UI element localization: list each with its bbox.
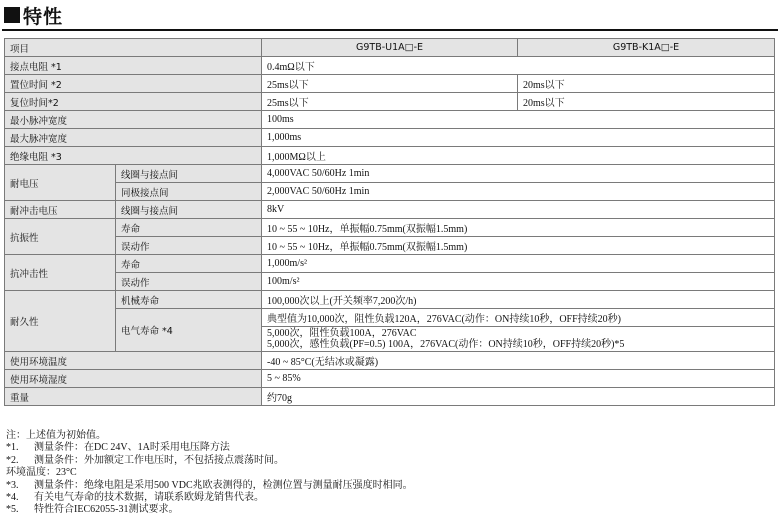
row-label: 使用环境湿度 — [5, 370, 262, 388]
row-value: 20ms以下 — [518, 93, 775, 111]
row-value: 100ms — [262, 111, 775, 129]
row-label: 使用环境温度 — [5, 352, 262, 370]
title-underline — [2, 29, 778, 31]
spec-table — [4, 38, 775, 406]
footnote-key: *5. — [6, 504, 19, 516]
row-value: 0.4mΩ以下 — [262, 57, 775, 75]
footnote-5 — [6, 504, 413, 516]
table-row — [5, 93, 775, 111]
row-value: -40 ~ 85°C(无结冰或凝露) — [262, 352, 775, 370]
row-value: 1,000m/s² — [262, 255, 775, 273]
header-item: 项目 — [5, 39, 262, 57]
row-value: 25ms以下 — [262, 75, 518, 93]
row-value: 100m/s² — [262, 273, 775, 291]
footnote-key: *3. — [6, 479, 19, 491]
footnote-text: 测量条件：在DC 24V、1A时采用电压降方法 — [34, 442, 230, 454]
header-col2: G9TB-K1A□-E — [518, 39, 775, 57]
table-row — [5, 388, 775, 406]
footnote-4 — [6, 492, 413, 504]
footnotes — [6, 430, 413, 517]
table-row — [5, 352, 775, 370]
row-sublabel: 误动作 — [116, 273, 262, 291]
row-sublabel: 同极接点间 — [116, 183, 262, 201]
footnote-text: 测量条件：绝缘电阻是采用500 VDC兆欧表测得的，检测位置与测量耐压强度时相同。 — [34, 479, 413, 491]
table-row — [5, 57, 775, 75]
row-value: 25ms以下 — [262, 93, 518, 111]
row-value: 100,000次以上(开关频率7,200次/h) — [262, 291, 775, 309]
row-sublabel: 寿命 — [116, 219, 262, 237]
table-row — [5, 165, 775, 183]
footnote-key: *4. — [6, 492, 19, 504]
row-value: 约70g — [262, 388, 775, 406]
table-row — [5, 129, 775, 147]
row-value: 1,000MΩ以上 — [262, 147, 775, 165]
section-title — [4, 2, 63, 28]
table-header-row — [5, 39, 775, 57]
row-sublabel: 误动作 — [116, 237, 262, 255]
row-label: 绝缘电阻 *3 — [5, 147, 262, 165]
footnote-intro: 注：上述值为初始值。 — [6, 430, 106, 441]
row-label: 耐久性 — [5, 291, 116, 352]
table-row — [5, 201, 775, 219]
footnote-1 — [6, 442, 413, 454]
header-col1: G9TB-U1A□-E — [262, 39, 518, 57]
table-row — [5, 237, 775, 255]
table-row — [5, 183, 775, 201]
row-sublabel: 线圈与接点间 — [116, 201, 262, 219]
row-label: 最小脉冲宽度 — [5, 111, 262, 129]
footnote-2 — [6, 455, 413, 467]
row-value: 1,000ms — [262, 129, 775, 147]
footnote-text: 特性符合IEC62055-31测试要求。 — [34, 504, 179, 516]
table-row — [5, 147, 775, 165]
row-value: 8kV — [262, 201, 775, 219]
row-label: 抗振性 — [5, 219, 116, 255]
row-value: 20ms以下 — [518, 75, 775, 93]
row-label: 最大脉冲宽度 — [5, 129, 262, 147]
value-line: 5,000次，阻性负载100A，276VAC — [267, 328, 417, 339]
row-sublabel: 线圈与接点间 — [116, 165, 262, 183]
row-value: 5 ~ 85% — [262, 370, 775, 388]
footnote-text: 测量条件：外加额定工作电压时，不包括接点震荡时间。 — [34, 454, 284, 466]
table-row — [5, 273, 775, 291]
row-value-multiline — [262, 327, 775, 352]
table-row — [5, 370, 775, 388]
table-row — [5, 219, 775, 237]
footnote-key: *2. — [6, 454, 19, 466]
row-sublabel: 寿命 — [116, 255, 262, 273]
row-label: 抗冲击性 — [5, 255, 116, 291]
row-label: 耐冲击电压 — [5, 201, 116, 219]
row-value: 4,000VAC 50/60Hz 1min — [262, 165, 775, 183]
section-title-text: 特性 — [23, 5, 64, 28]
table-row — [5, 111, 775, 129]
row-label: 耐电压 — [5, 165, 116, 201]
row-value: 10 ~ 55 ~ 10Hz，单振幅0.75mm(双振幅1.5mm) — [262, 237, 775, 255]
row-sublabel: 机械寿命 — [116, 291, 262, 309]
table-row — [5, 291, 775, 309]
row-value: 2,000VAC 50/60Hz 1min — [262, 183, 775, 201]
row-value: 典型值为10,000次，阻性负载120A，276VAC(动作：ON持续10秒，OFF持续20秒) — [262, 309, 775, 327]
row-label: 重量 — [5, 388, 262, 406]
row-label: 复位时间*2 — [5, 93, 262, 111]
footnote-text: 有关电气寿命的技术数据，请联系欧姆龙销售代表。 — [34, 492, 264, 504]
table-row — [5, 309, 775, 327]
footnote-3 — [6, 480, 413, 492]
row-value: 10 ~ 55 ~ 10Hz，单振幅0.75mm(双振幅1.5mm) — [262, 219, 775, 237]
table-row — [5, 255, 775, 273]
table-row — [5, 75, 775, 93]
footnote-2-extra: 环境温度：23°C — [6, 467, 77, 479]
row-label: 置位时间 *2 — [5, 75, 262, 93]
square-bullet-icon — [4, 7, 20, 23]
row-label: 接点电阻 *1 — [5, 57, 262, 75]
row-sublabel: 电气寿命 *4 — [116, 309, 262, 352]
value-line: 5,000次，感性负载(PF=0.5) 100A，276VAC(动作：ON持续10秒，OFF持续20秒)*5 — [267, 339, 625, 350]
footnote-key: *1. — [6, 442, 19, 454]
